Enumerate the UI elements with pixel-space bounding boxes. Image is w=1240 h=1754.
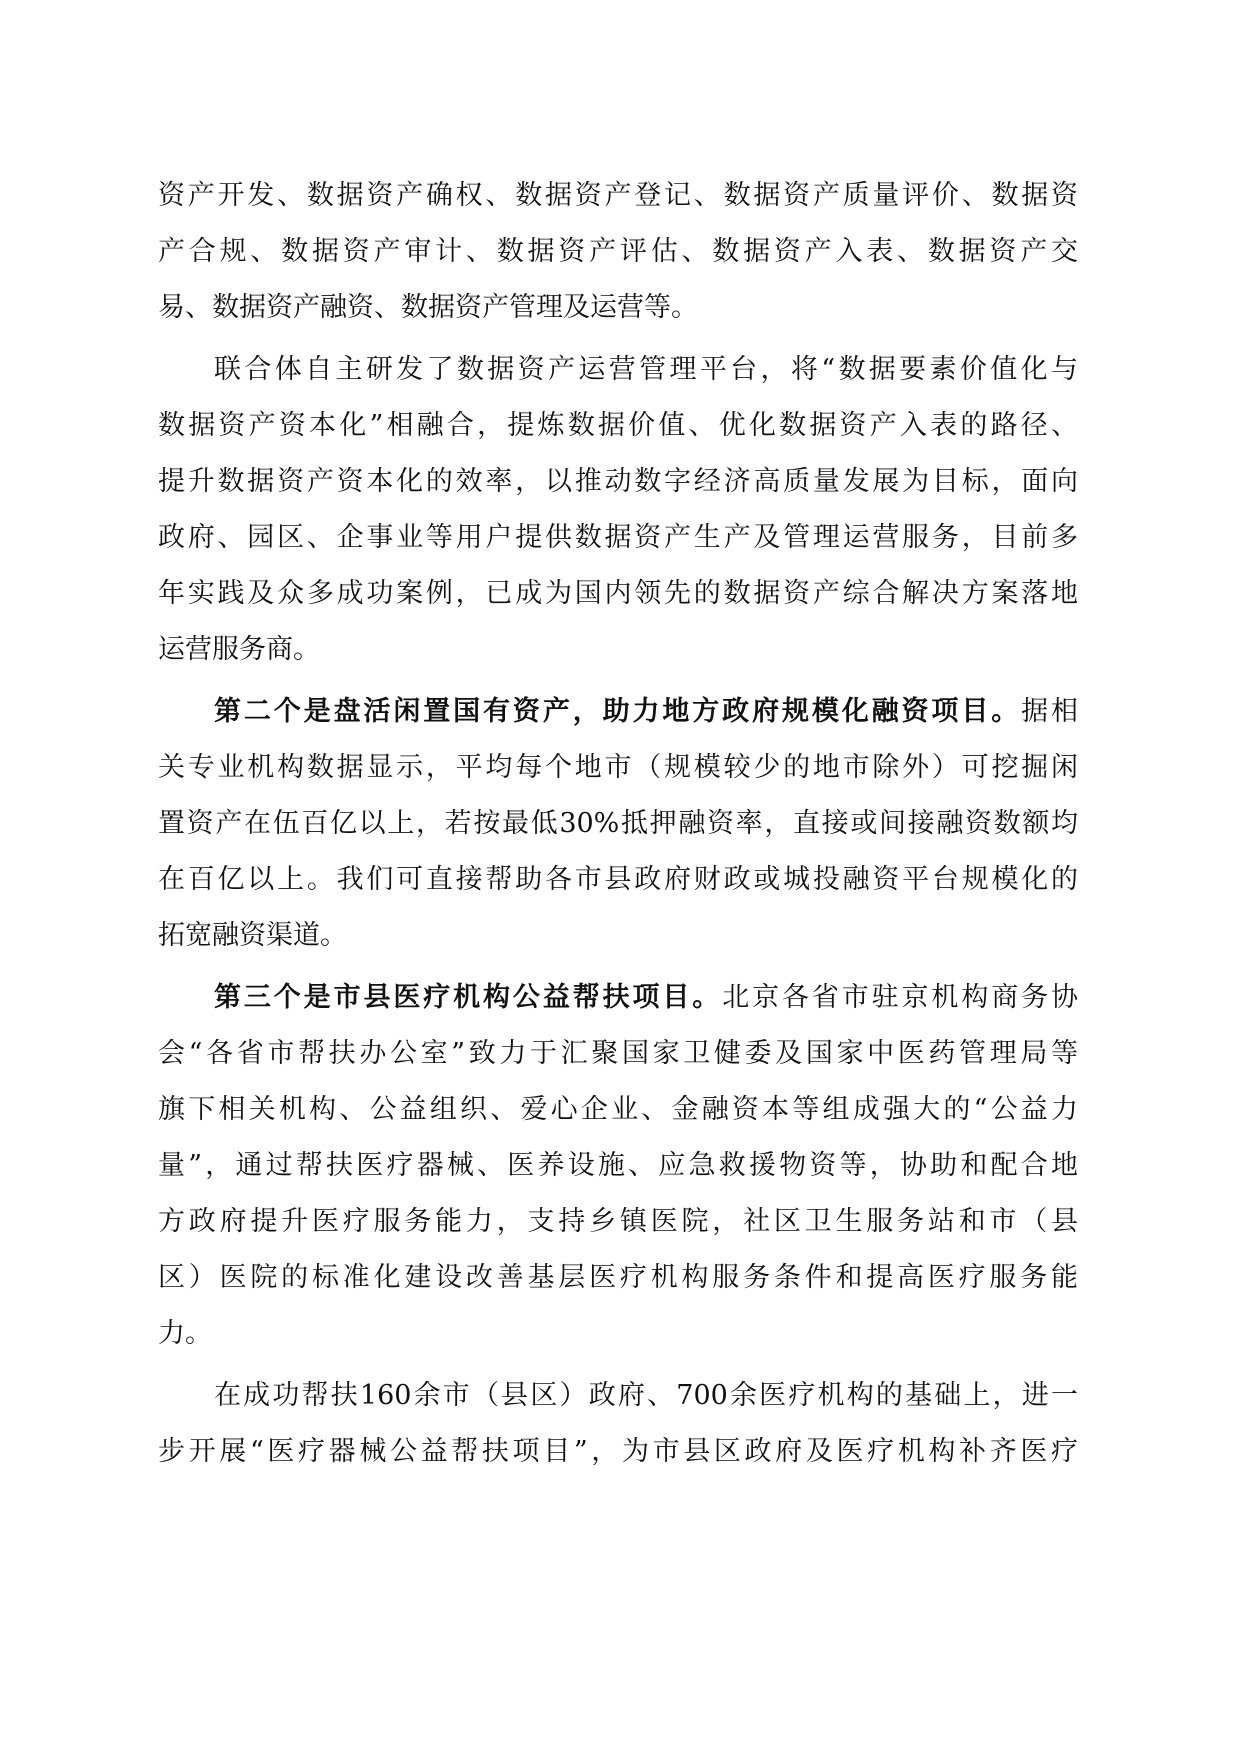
text-line: 数据资产资本化”相融合，提炼数据价值、优化数据资产入表的路径、 bbox=[158, 410, 1078, 441]
text-line: 联合体自主研发了数据资产运营管理平台，将“数据要素价值化与 bbox=[214, 354, 1078, 385]
text-line: 政府、园区、企事业等用户提供数据资产生产及管理运营服务，目前多 bbox=[158, 522, 1078, 553]
text-line bbox=[158, 970, 1078, 1026]
text-line: 区）医院的标准化建设改善基层医疗机构服务条件和提高医疗服务能 bbox=[158, 1262, 1078, 1293]
text-line: 置资产在伍百亿以上，若按最低30%抵押融资率，直接或间接融资数额均 bbox=[158, 808, 1078, 839]
text-line: 运营服务商。 bbox=[158, 634, 320, 665]
text-line: 在成功帮扶160余市（县区）政府、700余医疗机构的基础上，进一 bbox=[214, 1380, 1078, 1411]
text-line-continuation: 北京各省市驻京机构商务协 bbox=[722, 982, 1079, 1013]
document-page bbox=[158, 168, 1078, 1480]
text-line: 量”，通过帮扶医疗器械、医养设施、应急救援物资等，协助和配合地 bbox=[158, 1150, 1078, 1181]
text-line: 年实践及众多成功案例，已成为国内领先的数据资产综合解决方案落地 bbox=[158, 578, 1078, 609]
paragraph-medical-aid-project bbox=[158, 970, 1078, 1362]
text-line: 关专业机构数据显示，平均每个地市（规模较少的地市除外）可挖掘闲 bbox=[158, 752, 1078, 783]
text-line: 在百亿以上。我们可直接帮助各市县政府财政或城投融资平台规模化的 bbox=[158, 864, 1078, 895]
text-line: 力。 bbox=[158, 1318, 212, 1349]
text-line: 会“各省市帮扶办公室”致力于汇聚国家卫健委及国家中医药管理局等 bbox=[158, 1038, 1078, 1069]
text-line: 旗下相关机构、公益组织、爱心企业、金融资本等组成强大的“公益力 bbox=[158, 1094, 1078, 1125]
text-line: 步开展“医疗器械公益帮扶项目”，为市县区政府及医疗机构补齐医疗 bbox=[158, 1436, 1078, 1467]
paragraph-heading: 第二个是盘活闲置国有资产，助力地方政府规模化融资项目。 bbox=[214, 696, 1022, 727]
paragraph-platform-intro bbox=[158, 342, 1078, 678]
text-line: 提升数据资产资本化的效率，以推动数字经济高质量发展为目标，面向 bbox=[158, 466, 1078, 497]
paragraph-idle-assets-project bbox=[158, 684, 1078, 964]
paragraph-medical-equipment-aid bbox=[158, 1368, 1078, 1480]
text-line: 拓宽融资渠道。 bbox=[158, 920, 347, 951]
text-line: 方政府提升医疗服务能力，支持乡镇医院，社区卫生服务站和市（县 bbox=[158, 1206, 1078, 1237]
paragraph-heading: 第三个是市县医疗机构公益帮扶项目。 bbox=[214, 982, 723, 1013]
text-line bbox=[158, 684, 1078, 740]
text-line: 产合规、数据资产审计、数据资产评估、数据资产入表、数据资产交 bbox=[158, 236, 1078, 267]
text-line-continuation: 据相 bbox=[1021, 696, 1079, 727]
text-line: 资产开发、数据资产确权、数据资产登记、数据资产质量评价、数据资 bbox=[158, 180, 1078, 211]
text-line: 易、数据资产融资、数据资产管理及运营等。 bbox=[158, 292, 698, 323]
paragraph-data-asset-services bbox=[158, 168, 1078, 336]
